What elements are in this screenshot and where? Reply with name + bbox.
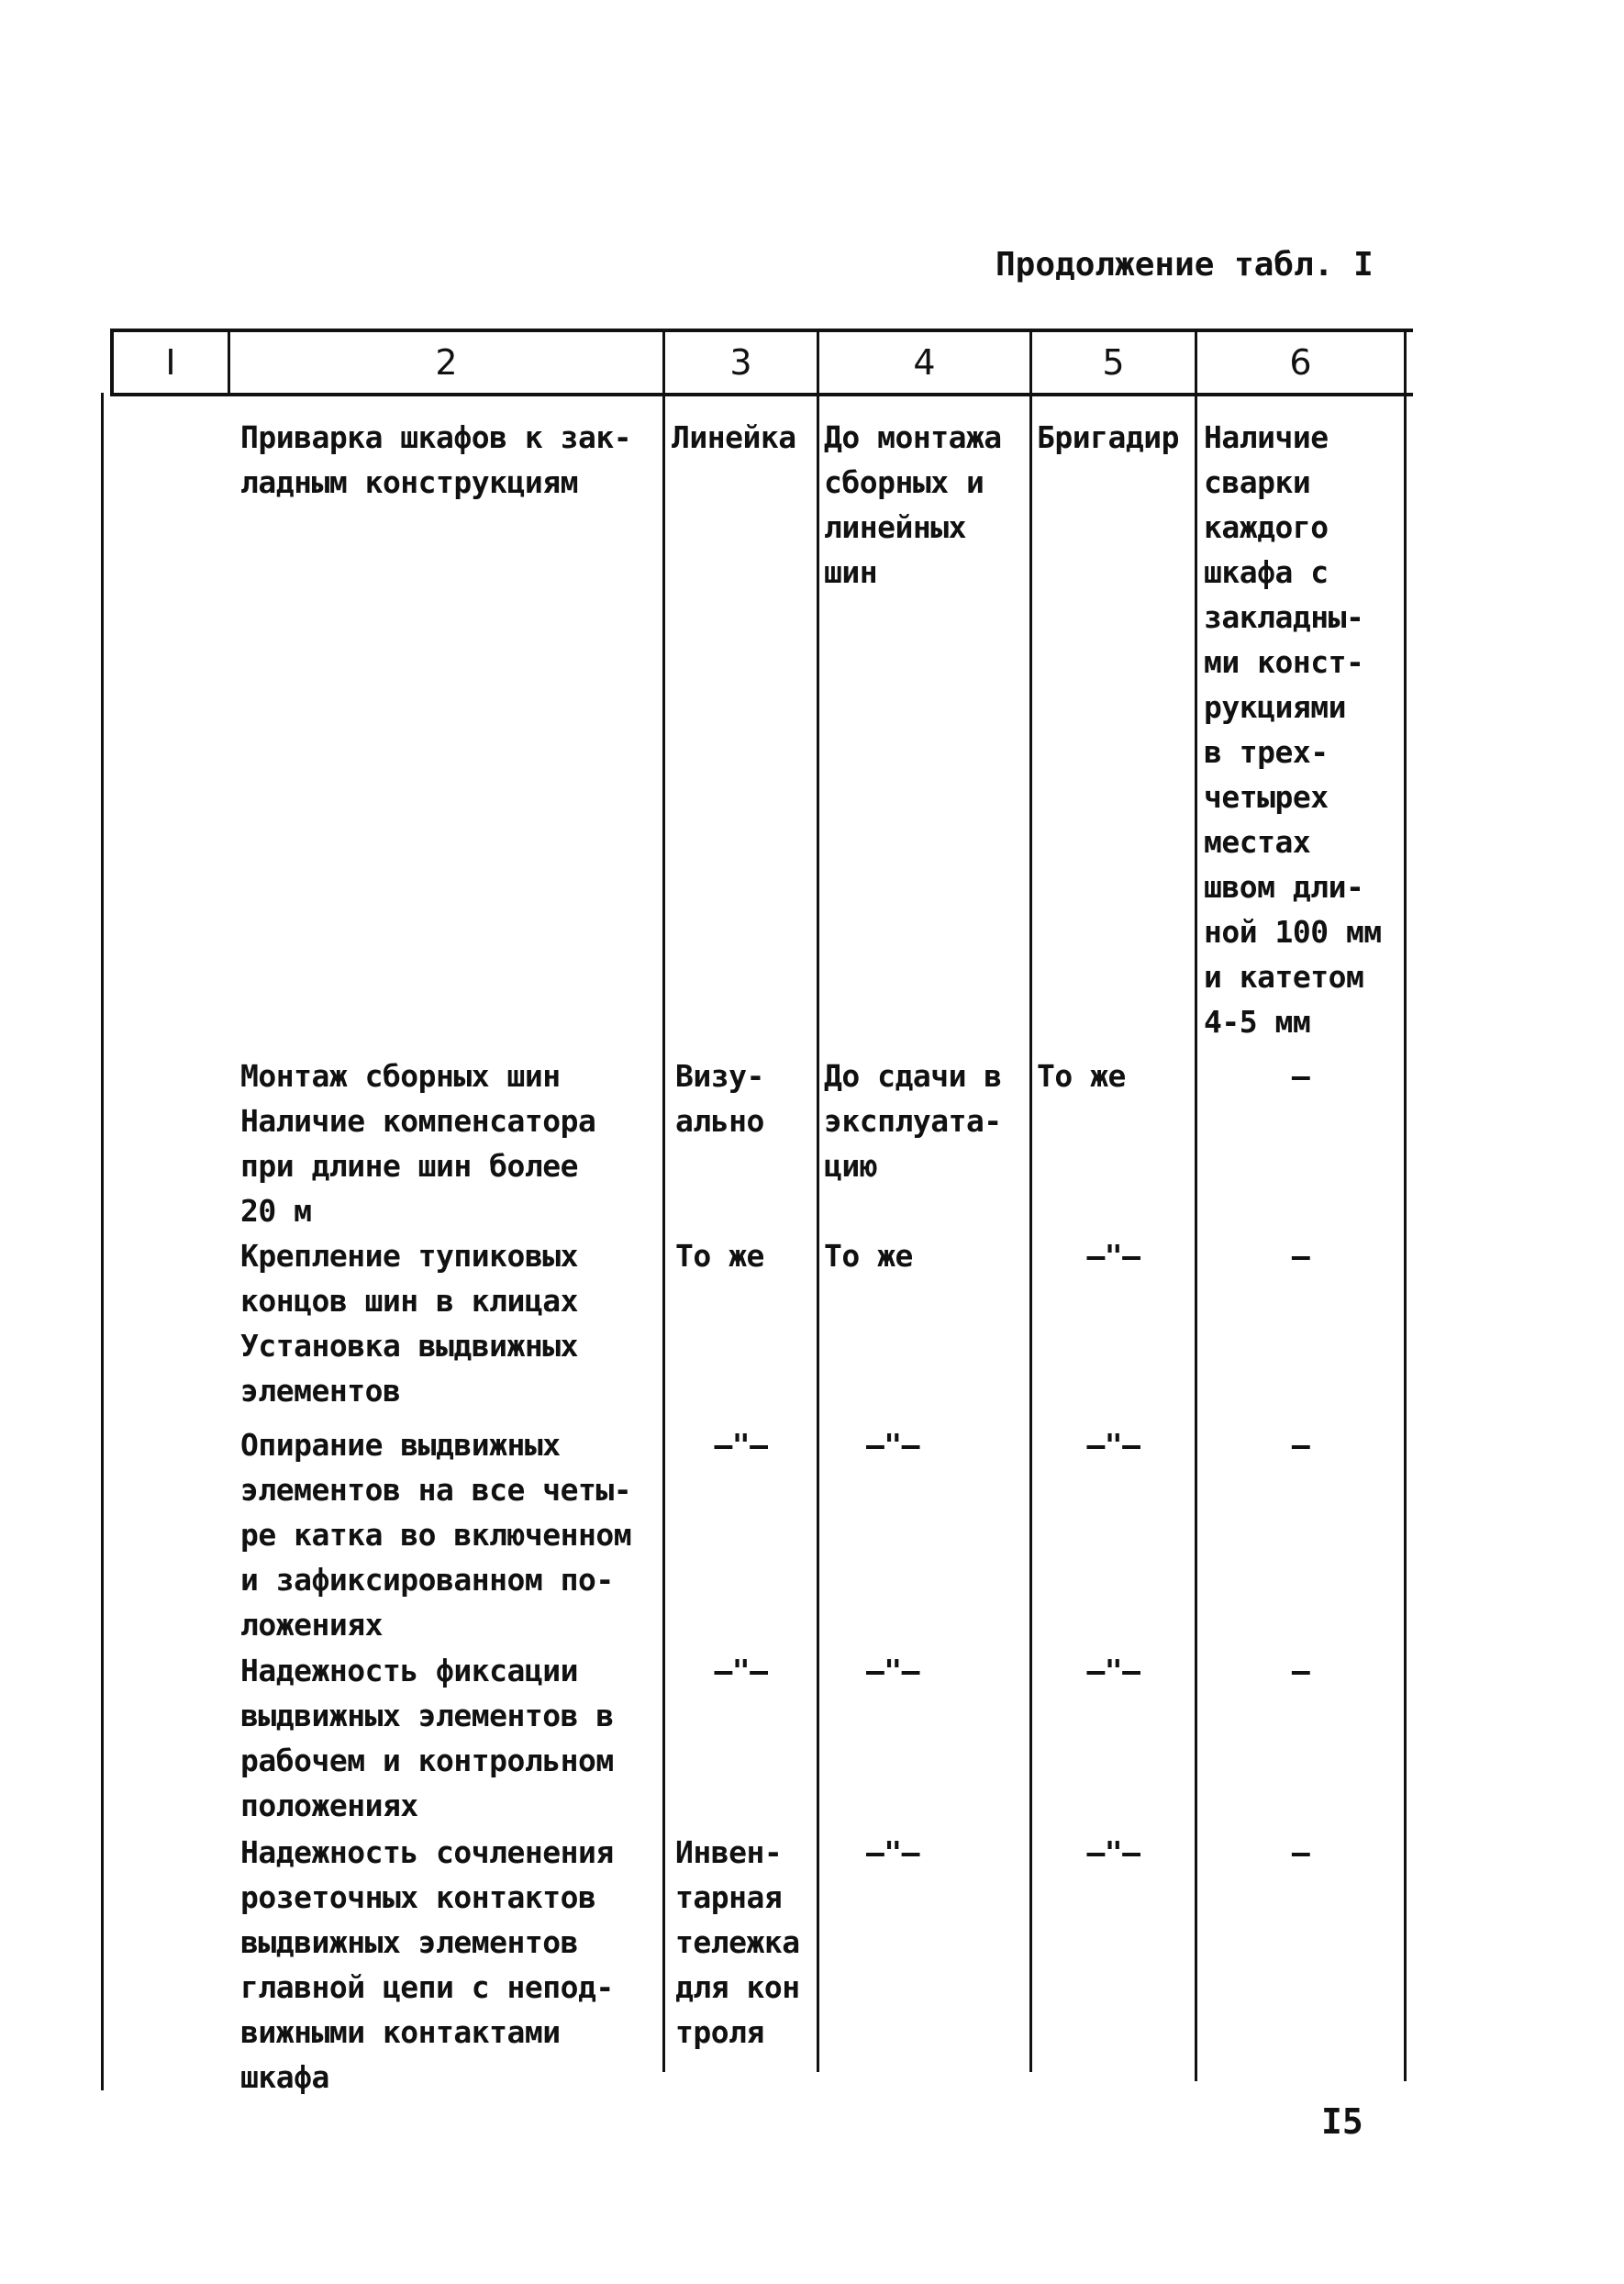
row-2-check-item: Монтаж сборных шин Наличие компенсатора при длине шин более 20 м [240, 1058, 596, 1229]
row-4-responsible: –"– [1086, 1427, 1140, 1463]
row-6-timing: –"– [865, 1834, 920, 1870]
row-3-method: То же [675, 1238, 764, 1274]
row-3-requirement: – [1291, 1238, 1310, 1274]
header-col-2: 2 [435, 342, 458, 383]
row-5-responsible: –"– [1086, 1653, 1140, 1688]
header-col-4: 4 [913, 342, 936, 383]
row-3-responsible: –"– [1086, 1238, 1140, 1274]
column-divider-4 [1029, 329, 1032, 2072]
header-col-5: 5 [1102, 342, 1125, 383]
row-6-requirement: – [1291, 1834, 1310, 1870]
row-2-timing: До сдачи в эксплуата- цию [824, 1058, 1002, 1184]
table-caption: Продолжение табл. I [996, 246, 1374, 284]
header-bottom-border [110, 393, 1413, 396]
row-4-timing: –"– [865, 1427, 920, 1463]
header-col-3: 3 [729, 342, 752, 383]
row-1-check-item: Приварка шкафов к зак- ладным конструкциям [240, 419, 632, 500]
row-1-method: Линейка [672, 419, 796, 455]
page-number: I5 [1321, 2101, 1363, 2142]
row-2-responsible: То же [1037, 1058, 1126, 1094]
row-4-method: –"– [714, 1427, 768, 1463]
row-2-requirement: – [1291, 1058, 1310, 1094]
row-6-responsible: –"– [1086, 1834, 1140, 1870]
column-divider-3 [817, 329, 819, 2072]
header-col-1: I [165, 342, 176, 383]
column-divider-5 [1195, 329, 1197, 2081]
row-1-responsible: Бригадир [1037, 419, 1179, 455]
row-1-timing: До монтажа сборных и линейных шин [824, 419, 1002, 590]
row-5-requirement: – [1291, 1653, 1310, 1688]
column-divider-2 [662, 329, 665, 2072]
row-6-check-item: Надежность сочленения розеточных контактов выдвижных элементов главной цепи с непод- вижными контактами шкафа [240, 1834, 614, 2095]
row-5-method: –"– [714, 1653, 768, 1688]
row-5-check-item: Надежность фиксации выдвижных элементов в рабочем и контрольном положениях [240, 1653, 614, 1823]
row-3-timing: То же [824, 1238, 913, 1274]
column-divider-6 [1404, 329, 1407, 2081]
column-divider-1b [101, 393, 104, 2090]
row-2-method: Визу- ально [675, 1058, 764, 1139]
row-1-requirement: Наличие сварки каждого шкафа с закладны- ми конст- рукциями в трех- четырех местах швом дли- ной 100 мм и катетом 4-5 мм [1204, 419, 1382, 1040]
row-4-check-item: Опирание выдвижных элементов на все четы- ре катка во включенном и зафиксированном по- ложениях [240, 1427, 632, 1643]
row-5-timing: –"– [865, 1653, 920, 1688]
row-4-requirement: – [1291, 1427, 1310, 1463]
row-6-method: Инвен- тарная тележка для кон троля [675, 1834, 800, 2050]
row-3-check-item: Крепление тупиковых концов шин в клицах Установка выдвижных элементов [240, 1238, 578, 1409]
header-col-6: 6 [1289, 342, 1312, 383]
